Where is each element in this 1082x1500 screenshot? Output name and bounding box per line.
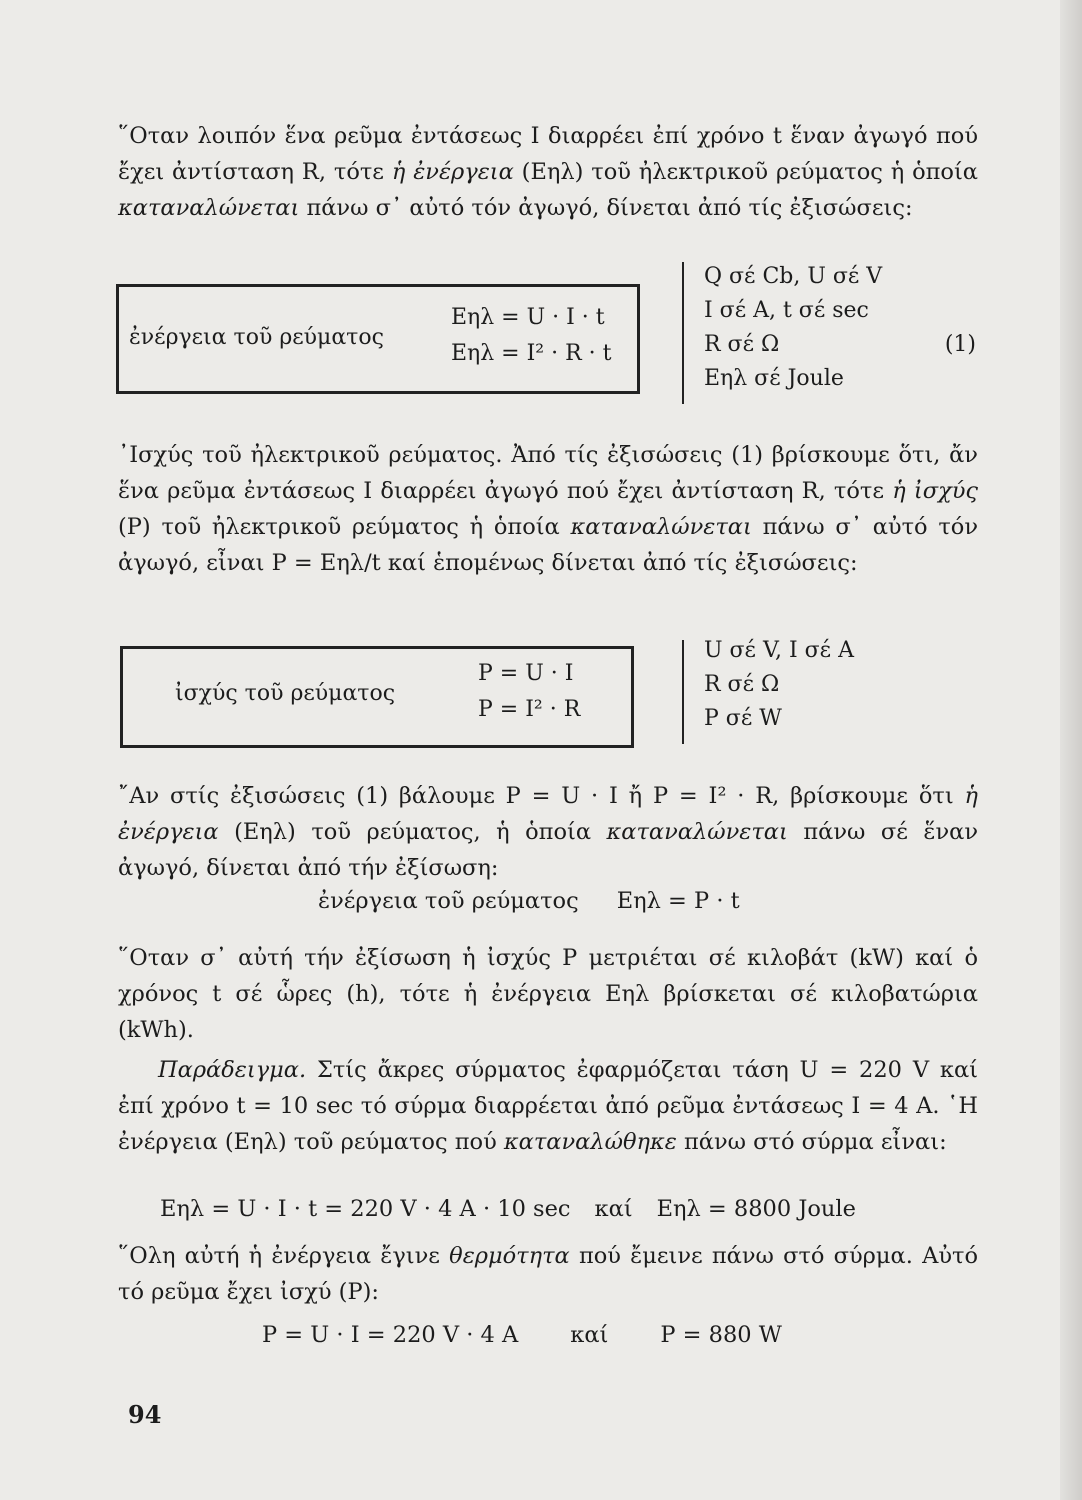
- energy-formula-box: [116, 284, 640, 394]
- power-unit-1: U σέ V, I σέ A: [704, 638, 854, 663]
- energy-units-brace: [682, 262, 684, 404]
- energy-eq-2: Eηλ = I² · R · t: [451, 341, 612, 366]
- power-eq-2: P = I² · R: [478, 697, 581, 722]
- power-units: [704, 634, 984, 736]
- paragraph-kwh: ῞Οταν σ᾿ αὐτή τήν ἐξίσωση ἡ ἰσχύς P μετριέται σέ κιλοβάτ (kW) καί ὁ χρόνος t σέ ὧρες (h), τότε ἡ ἐνέργεια Eηλ βρίσκεται σέ κιλοβατώρια (kWh).: [118, 945, 978, 1043]
- energy-eq-1: Eηλ = U · I · t: [451, 305, 605, 330]
- page-number: 94: [128, 1400, 162, 1429]
- energy-power-equation: ἐνέργεια τοῦ ρεύματος Eηλ = P · t: [318, 888, 740, 914]
- energy-units: [704, 260, 984, 396]
- energy-unit-1: Q σέ Cb, U σέ V: [704, 264, 883, 289]
- paragraph-power: ᾿Ισχύς τοῦ ἠλεκτρικοῦ ρεύματος. Ἀπό τίς ἐξισώσεις (1) βρίσκουμε ὅτι, ἄν ἕνα ρεῦμα ἐντάσεως I διαρρέει ἀγωγό πού ἔχει ἀντίσταση R, τότε ἡ ἰσχύς (P) τοῦ ἠλεκτρικοῦ ρεύματος ἡ ὁποία καταναλώνεται πάνω σ᾿ αὐτό τόν ἀγωγό, εἶναι P = Eηλ/t καί ἑπομένως δίνεται ἀπό τίς ἐξισώσεις:: [118, 442, 979, 576]
- paragraph-heat: ῞Ολη αὐτή ἡ ἐνέργεια ἔγινε θερμότητα πού ἔμεινε πάνω στό σύρμα. Αὐτό τό ρεῦμα ἔχει ἰσχύ (P):: [118, 1243, 978, 1305]
- paragraph-energy-from-power: ῎Αν στίς ἐξισώσεις (1) βάλουμε P = U · I ἤ P = I² · R, βρίσκουμε ὅτι ἡ ἐνέργεια (Eηλ) τοῦ ρεύματος, ἡ ὁποία καταναλώνεται πάνω σέ ἕναν ἀγωγό, δίνεται ἀπό τήν ἐξίσωση:: [118, 783, 978, 881]
- example-power-equation: P = U · I = 220 V · 4 A καί P = 880 W: [262, 1322, 782, 1348]
- power-unit-2: R σέ Ω: [704, 672, 780, 697]
- page-edge: [1060, 0, 1082, 1500]
- power-eq-1: P = U · I: [478, 661, 574, 686]
- energy-unit-3: R σέ Ω (1): [704, 328, 984, 362]
- paragraph-energy-intro: ῞Οταν λοιπόν ἕνα ρεῦμα ἐντάσεως I διαρρέει ἐπί χρόνο t ἕναν ἀγωγό πού ἔχει ἀντίσταση R, τότε ἡ ἐνέργεια (Eηλ) τοῦ ἠλεκτρικοῦ ρεύματος ἡ ὁποία καταναλώνεται πάνω σ᾿ αὐτό τόν ἀγωγό, δίνεται ἀπό τίς ἐξισώσεις:: [118, 123, 978, 221]
- energy-unit-4: Eηλ σέ Joule: [704, 366, 844, 391]
- power-formula-box: [120, 646, 634, 748]
- power-unit-3: P σέ W: [704, 706, 782, 731]
- energy-box-label: ἐνέργεια τοῦ ρεύματος: [129, 325, 384, 350]
- power-units-brace: [682, 640, 684, 744]
- paragraph-example: Παράδειγμα. Στίς ἄκρες σύρματος ἐφαρμόζεται τάση U = 220 V καί ἐπί χρόνο t = 10 sec τό σύρμα διαρρέεται ἀπό ρεῦμα ἐντάσεως I = 4 A. ῾Η ἐνέργεια (Eηλ) τοῦ ρεύματος πού καταναλώθηκε πάνω στό σύρμα εἶναι:: [118, 1057, 978, 1155]
- power-box-label: ἰσχύς τοῦ ρεύματος: [175, 681, 396, 706]
- example-energy-equation: Eηλ = U · I · t = 220 V · 4 A · 10 sec καί Eηλ = 8800 Joule: [160, 1196, 856, 1222]
- energy-unit-2: I σέ A, t σέ sec: [704, 298, 869, 323]
- equation-number: (1): [944, 332, 976, 357]
